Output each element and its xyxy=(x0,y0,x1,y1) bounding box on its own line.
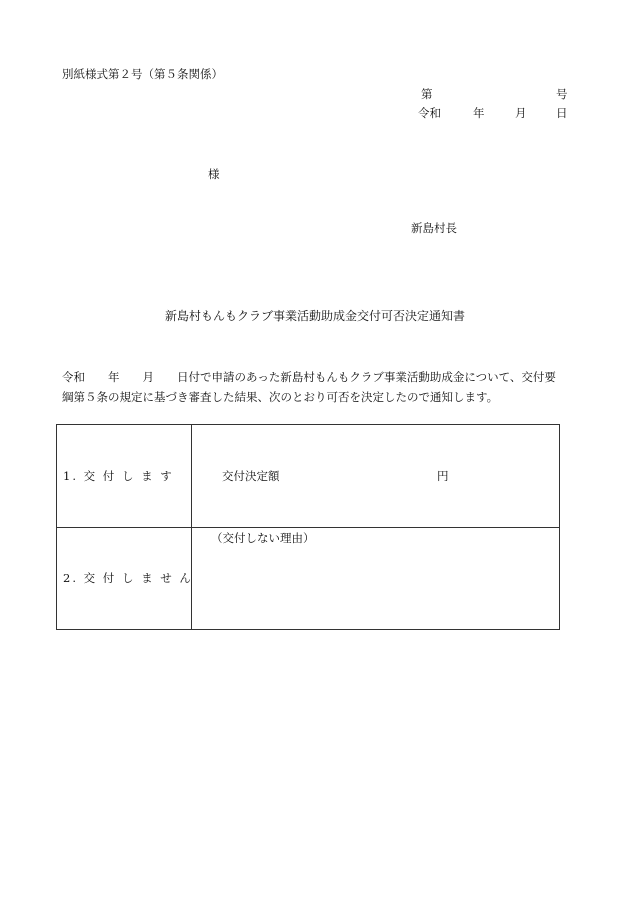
date-year-label: 年 xyxy=(473,106,485,120)
decision-table xyxy=(56,424,560,630)
grant-amount-label: 交付決定額 xyxy=(222,469,280,483)
issuer-name: 新島村長 xyxy=(411,221,457,235)
refusal-reason-label: （交付しない理由） xyxy=(211,531,315,545)
form-reference: 別紙様式第２号（第５条関係） xyxy=(62,67,223,81)
table-row-divider xyxy=(57,527,559,528)
date-era: 令和 xyxy=(418,106,441,120)
body-paragraph: 令和 年 月 日付で申請のあった新島村もんもクラブ事業活動助成金について、交付要綱第５条の規定に基づき審査した結果、次のとおり可否を決定したので通知します。 xyxy=(62,370,556,404)
yen-unit: 円 xyxy=(437,469,449,483)
document-number-suffix: 号 xyxy=(556,87,568,101)
document-number-prefix: 第 xyxy=(421,87,433,101)
option-refuse-label: 2. 交 付 し ま せ ん xyxy=(63,571,193,585)
addressee-honorific: 様 xyxy=(208,167,220,181)
option-grant-label: 1. 交 付 し ま す xyxy=(63,469,174,483)
date-month-label: 月 xyxy=(515,106,527,120)
date-day-label: 日 xyxy=(556,106,568,120)
document-title: 新島村もんもクラブ事業活動助成金交付可否決定通知書 xyxy=(164,309,465,323)
